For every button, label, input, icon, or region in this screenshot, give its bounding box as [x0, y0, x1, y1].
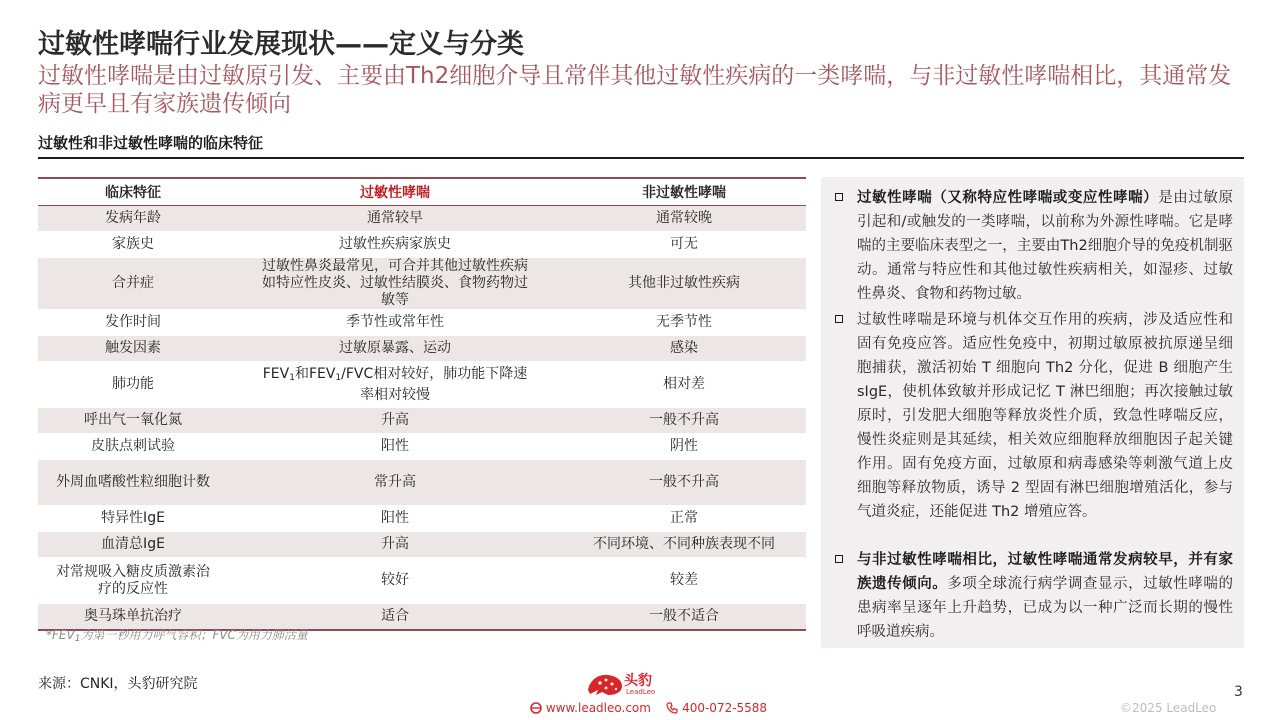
column-header: 非过敏性哮喘	[642, 185, 726, 201]
checkbox-bullet-icon	[835, 193, 843, 201]
page-subtitle: 过敏性哮喘是由过敏原引发、主要由Th2细胞介导且常伴其他过敏性疾病的一类哮喘，与非过敏性哮喘相比，其通常发病更早且有家族遗传倾向	[38, 63, 1232, 117]
website-link[interactable]: www.leadleo.com	[545, 701, 651, 715]
bullet-bold-text: 与非过敏性哮喘相比，过敏性哮喘通常发病较早，并有家族遗传倾向。	[857, 552, 1233, 592]
bullet-text: 过敏性哮喘是环境与机体交互作用的疾病，涉及适应性和固有免疫应答。适应性免疫中，初期过敏原被抗原递呈细胞捕获，激活初始 T 细胞向 Th2 分化，促进 B 细胞产生 sIgE，使机体致敏并形成记忆 T 淋巴细胞；再次接触过敏原时，引发肥大细胞等释放炎性介质，致急性哮喘反应，慢性炎症则是其延续，相关效应细胞释放细胞因子起关键作用。固有免疫方面，过敏原和病毒感染等刺激气道上皮细胞等释放物质，诱导 2 型固有淋巴细胞增殖活化，参与气道炎症，还能促进 Th2 增殖应答。	[857, 312, 1233, 520]
allergic-cell: 过敏性疾病家族史	[228, 232, 562, 258]
non-allergic-cell: 正常	[562, 506, 806, 532]
section-divider	[38, 157, 1244, 159]
page-number: 3	[1234, 684, 1243, 700]
allergic-cell: 阳性	[228, 506, 562, 532]
bullet-text: 是由过敏原引起和/或触发的一类哮喘，以前称为外源性哮喘。它是哮喘的主要临床表型之一，主要由Th2细胞介导的免疫机制驱动。通常与特应性和其他过敏性疾病相关，如湿疹、过敏性鼻炎、食物和药物过敏。	[857, 190, 1233, 302]
table-row	[38, 362, 806, 408]
allergic-cell: 常升高	[228, 460, 562, 506]
table-row	[38, 532, 806, 558]
logo-text: 头豹	[624, 673, 652, 689]
table-row	[38, 460, 806, 506]
source-note: 来源：CNKI，头豹研究院	[38, 676, 198, 692]
allergic-cell: 季节性或常年性	[228, 310, 562, 336]
table-row	[38, 310, 806, 336]
feature-cell: 发病年龄	[38, 206, 228, 232]
clinical-features-table-container	[38, 177, 806, 631]
bullet-item	[835, 308, 1233, 524]
bullet-item	[835, 186, 1233, 306]
table-row	[38, 336, 806, 362]
feature-cell: 触发因素	[38, 336, 228, 362]
description-panel	[821, 177, 1244, 648]
logo-subtext: LeadLeo	[626, 688, 656, 696]
phone-icon	[666, 702, 678, 714]
feature-cell: 对常规吸入糖皮质激素治疗的反应性	[38, 558, 228, 604]
feature-cell: 奥马珠单抗治疗	[38, 604, 228, 631]
non-allergic-cell: 无季节性	[562, 310, 806, 336]
feature-cell: 合并症	[38, 258, 228, 310]
non-allergic-cell: 一般不升高	[562, 408, 806, 434]
table-row	[38, 232, 806, 258]
clinical-features-table	[38, 177, 806, 631]
non-allergic-cell: 可无	[562, 232, 806, 258]
allergic-cell: 适合	[228, 604, 562, 631]
browser-icon	[530, 702, 542, 714]
allergic-cell: 较好	[228, 558, 562, 604]
non-allergic-cell: 较差	[562, 558, 806, 604]
section-title: 过敏性和非过敏性哮喘的临床特征	[38, 134, 264, 152]
checkbox-bullet-icon	[835, 555, 843, 563]
column-header: 临床特征	[105, 185, 161, 201]
bullet-item	[835, 548, 1233, 644]
allergic-cell: 过敏性鼻炎最常见，可合并其他过敏性疾病如特应性皮炎、过敏性结膜炎、食物药物过敏等	[228, 258, 562, 310]
feature-cell: 外周血嗜酸性粒细胞计数	[38, 460, 228, 506]
table-row	[38, 434, 806, 460]
feature-cell: 皮肤点刺试验	[38, 434, 228, 460]
allergic-cell: 过敏原暴露、运动	[228, 336, 562, 362]
feature-cell: 呼出气一氧化氮	[38, 408, 228, 434]
bullet-text: 多项全球流行病学调查显示，过敏性哮喘的患病率呈逐年上升趋势，已成为以一种广泛而长期的慢性呼吸道疾病。	[857, 576, 1233, 640]
non-allergic-cell: 通常较晚	[562, 206, 806, 232]
non-allergic-cell: 一般不升高	[562, 460, 806, 506]
copyright: ©2025 LeadLeo	[1120, 701, 1217, 715]
feature-cell: 家族史	[38, 232, 228, 258]
column-header-allergic: 过敏性哮喘	[360, 185, 430, 201]
non-allergic-cell: 不同环境、不同种族表现不同	[562, 532, 806, 558]
table-row	[38, 558, 806, 604]
allergic-cell: 通常较早	[228, 206, 562, 232]
non-allergic-cell: 一般不适合	[562, 604, 806, 631]
allergic-cell: 阳性	[228, 434, 562, 460]
page-title: 过敏性哮喘行业发展现状——定义与分类	[38, 29, 524, 60]
table-row	[38, 408, 806, 434]
table-footnote: $*FEV_1$为第一秒用力呼气容积；FVC为用力肺活量	[46, 628, 308, 644]
non-allergic-cell: 相对差	[562, 362, 806, 408]
contact-line	[530, 701, 767, 715]
allergic-cell: $FEV_1$和$FEV_1$/FVC相对较好，肺功能下降速率相对较慢	[228, 362, 562, 408]
non-allergic-cell: 阴性	[562, 434, 806, 460]
phone-number: 400-072-5588	[682, 701, 768, 715]
feature-cell: 血清总IgE	[38, 532, 228, 558]
feature-cell: 发作时间	[38, 310, 228, 336]
table-row	[38, 258, 806, 310]
non-allergic-cell: 其他非过敏性疾病	[562, 258, 806, 310]
feature-cell: 肺功能	[38, 362, 228, 408]
table-row	[38, 206, 806, 232]
bullet-bold-text: 过敏性哮喘（又称特应性哮喘或变应性哮喘）	[857, 190, 1159, 206]
table-row	[38, 506, 806, 532]
allergic-cell: 升高	[228, 408, 562, 434]
checkbox-bullet-icon	[835, 315, 843, 323]
table-header-row	[38, 178, 806, 206]
feature-cell: 特异性IgE	[38, 506, 228, 532]
allergic-cell: 升高	[228, 532, 562, 558]
non-allergic-cell: 感染	[562, 336, 806, 362]
